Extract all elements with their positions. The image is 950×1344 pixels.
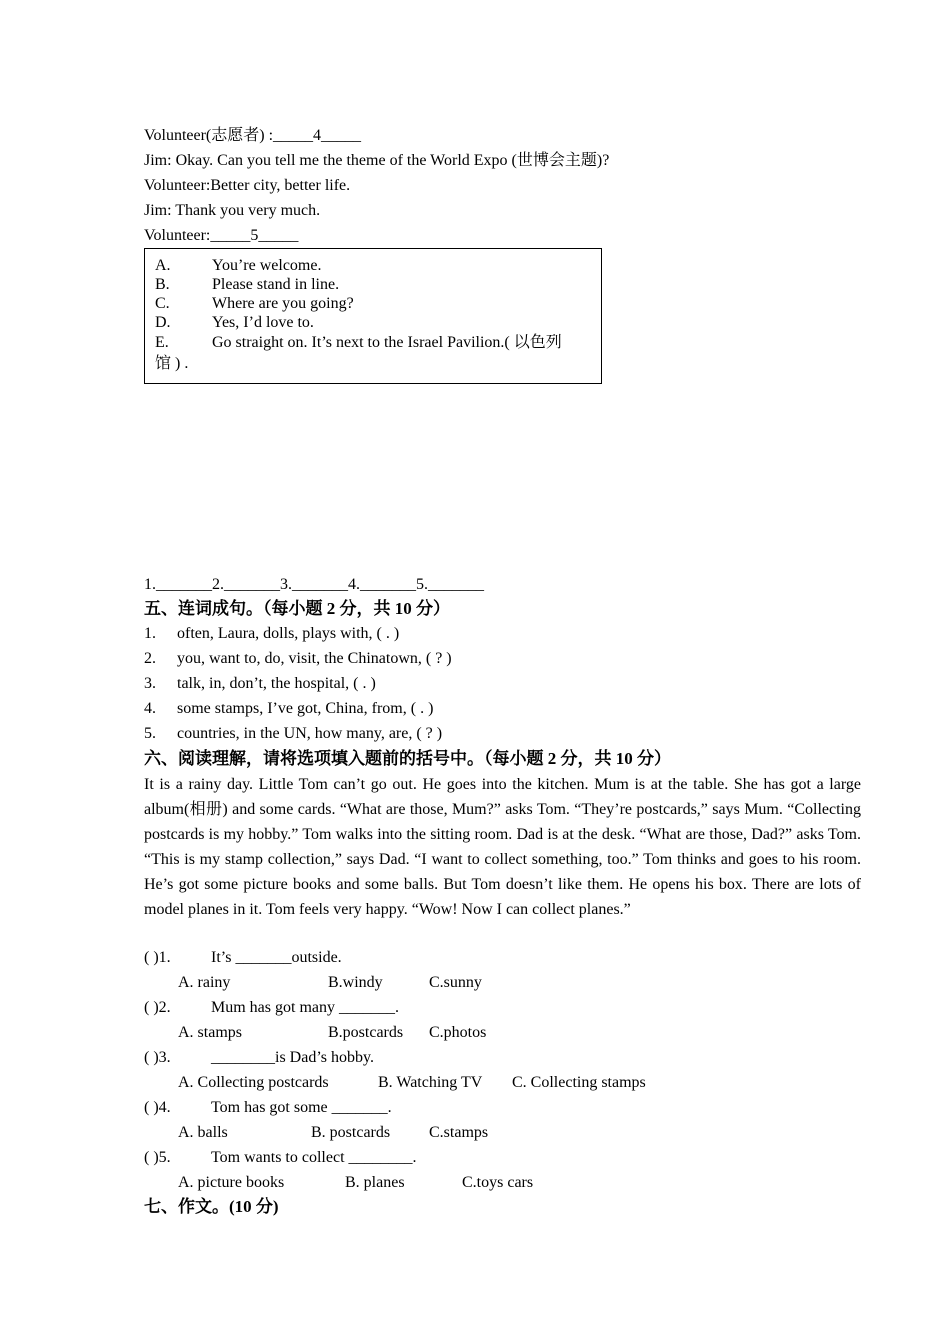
item-text: some stamps, I’ve got, China, from, ( . ): [177, 700, 434, 717]
item-number: 4.: [144, 700, 156, 717]
item-text: countries, in the UN, how many, are, ( ? ): [177, 725, 443, 742]
option-text: Where are you going?: [212, 295, 354, 312]
option-a: A. balls: [178, 1124, 228, 1141]
question-4-options: [178, 1123, 578, 1143]
option-c: C.stamps: [429, 1124, 489, 1141]
option-key: B.: [155, 276, 170, 293]
question-3-options: [178, 1073, 678, 1093]
section-5-item: [144, 674, 376, 694]
option-b: [155, 275, 339, 294]
question-1-options: [178, 973, 578, 993]
section-7-title: 七、作文。(10 分): [144, 1197, 279, 1216]
option-key: E.: [155, 334, 169, 351]
option-a: A. picture books: [178, 1174, 285, 1191]
question-prefix: ( )3.: [144, 1049, 171, 1066]
option-c: C.photos: [429, 1024, 487, 1041]
item-text: you, want to, do, visit, the Chinatown, ( ? ): [177, 650, 452, 667]
item-text: often, Laura, dolls, plays with, ( . ): [177, 625, 400, 642]
option-key: C.: [155, 295, 170, 312]
option-c: [155, 294, 354, 313]
question-4: [144, 1098, 392, 1118]
option-e: [155, 333, 591, 352]
question-5-options: [178, 1173, 598, 1193]
question-stem: Tom wants to collect ________.: [211, 1149, 417, 1166]
question-prefix: ( )1.: [144, 949, 171, 966]
option-b: B.postcards: [328, 1024, 404, 1041]
section-6-title: 六、阅读理解，请将选项填入题前的括号中。（每小题 2 分，共 10 分）: [144, 749, 671, 768]
question-stem: ________is Dad’s hobby.: [211, 1049, 374, 1066]
option-e-continuation: 馆 ) .: [155, 355, 189, 372]
dialogue-line-theme: Jim: Okay. Can you tell me the theme of the World Expo (世博会主题)?: [144, 152, 610, 169]
option-b: B. planes: [345, 1174, 405, 1191]
dialogue-line-theme-answer: Volunteer:Better city, better life.: [144, 177, 351, 194]
item-number: 2.: [144, 650, 156, 667]
reading-passage: It is a rainy day. Little Tom can’t go out. He goes into the kitchen. Mum is at the table. She has got a large album(相册) and some cards. “What are those, Mum?” asks Tom. “They’re postcards,” says Mum. “Collecting postcards is my hobby.” Tom walks into the sitting room. Dad is at the desk. “What are those, Dad?” asks Tom. “This is my stamp collection,” says Dad. “I want to collect something, too.” Tom thinks and goes to his room. He’s got some picture books and some balls. But Tom doesn’t like them. He opens his box. There are lots of model planes in it. Tom feels very happy. “Wow! Now I can collect planes.”: [144, 776, 861, 918]
option-b: B.windy: [328, 974, 383, 991]
option-text: You’re welcome.: [212, 257, 322, 274]
option-c: C. Collecting stamps: [512, 1074, 646, 1091]
option-c: C.toys cars: [462, 1174, 534, 1191]
option-text: Please stand in line.: [212, 276, 340, 293]
option-a: A. stamps: [178, 1024, 242, 1041]
option-a: A. rainy: [178, 974, 231, 991]
question-3: [144, 1048, 374, 1068]
item-number: 5.: [144, 725, 156, 742]
question-5: [144, 1148, 417, 1168]
dialogue-line-4: Volunteer(志愿者) :_____4_____: [144, 127, 362, 144]
option-c: C.sunny: [429, 974, 482, 991]
section-5-title: 五、连词成句。（每小题 2 分，共 10 分）: [144, 599, 450, 618]
option-b: B. postcards: [311, 1124, 391, 1141]
option-a: [155, 256, 321, 275]
question-prefix: ( )5.: [144, 1149, 171, 1166]
question-prefix: ( )2.: [144, 999, 171, 1016]
question-stem: Mum has got many _______.: [211, 999, 399, 1016]
option-d: [155, 313, 314, 332]
option-b: B. Watching TV: [378, 1074, 483, 1091]
answer-blanks-line: 1._______2._______3._______4._______5._______: [144, 576, 484, 593]
section-5-item: [144, 624, 399, 644]
question-2-options: [178, 1023, 578, 1043]
item-number: 1.: [144, 625, 156, 642]
question-prefix: ( )4.: [144, 1099, 171, 1116]
section-5-item: [144, 699, 433, 719]
options-box: [144, 248, 602, 384]
dialogue-line-5: Volunteer:_____5_____: [144, 227, 299, 244]
question-stem: It’s _______outside.: [211, 949, 342, 966]
option-key: D.: [155, 314, 171, 331]
item-number: 3.: [144, 675, 156, 692]
question-stem: Tom has got some _______.: [211, 1099, 392, 1116]
section-5-item: [144, 649, 452, 669]
option-text: Yes, I’d love to.: [212, 314, 314, 331]
option-a: A. Collecting postcards: [178, 1074, 329, 1091]
option-key: A.: [155, 257, 171, 274]
question-1: [144, 948, 342, 968]
question-2: [144, 998, 399, 1018]
item-text: talk, in, don’t, the hospital, ( . ): [177, 675, 376, 692]
dialogue-line-thanks: Jim: Thank you very much.: [144, 202, 321, 219]
option-text: Go straight on. It’s next to the Israel Pavilion.( 以色列: [212, 334, 562, 351]
section-5-item: [144, 724, 442, 744]
